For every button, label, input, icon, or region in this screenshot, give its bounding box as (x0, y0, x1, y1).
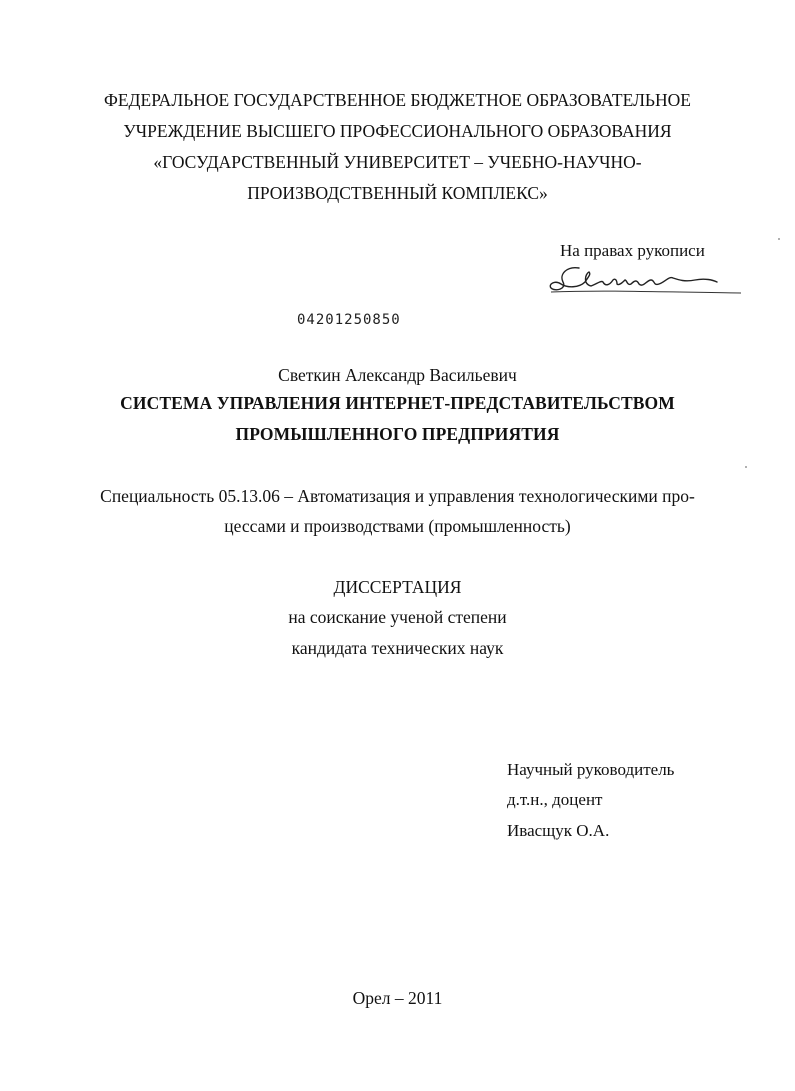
supervisor-degree: д.т.н., доцент (507, 790, 603, 809)
document-type: ДИССЕРТАЦИЯ (333, 577, 462, 597)
signature-icon (545, 262, 745, 302)
institution-line-3: «ГОСУДАРСТВЕННЫЙ УНИВЕРСИТЕТ – УЧЕБНО-НАУЧНО- (153, 152, 642, 172)
specialty-line-1: Специальность 05.13.06 – Автоматизация и управления технологическими про- (100, 486, 695, 506)
supervisor-name: Ивасщук О.А. (507, 821, 610, 840)
institution-line-2: УЧРЕЖДЕНИЕ ВЫСШЕГО ПРОФЕССИОНАЛЬНОГО ОБРАЗОВАНИЯ (123, 121, 672, 141)
specialty-line-2: цессами и производствами (промышленность) (224, 516, 571, 536)
title-line-2: ПРОМЫШЛЕННОГО ПРЕДПРИЯТИЯ (235, 424, 560, 444)
institution-line-1: ФЕДЕРАЛЬНОЕ ГОСУДАРСТВЕННОЕ БЮДЖЕТНОЕ ОБРАЗОВАТЕЛЬНОЕ (104, 90, 691, 110)
registration-number: 04201250850 (297, 312, 401, 328)
institution-line-4: ПРОИЗВОДСТВЕННЫЙ КОМПЛЕКС» (247, 183, 548, 203)
degree-purpose-line-1: на соискание ученой степени (288, 607, 507, 627)
city-year: Орел – 2011 (352, 988, 443, 1008)
scan-speck (745, 466, 747, 468)
supervisor-role: Научный руководитель (507, 760, 675, 779)
scan-speck (778, 238, 780, 240)
manuscript-rights-label: На правах рукописи (560, 241, 705, 260)
author-name: Светкин Александр Васильевич (278, 365, 517, 385)
title-line-1: СИСТЕМА УПРАВЛЕНИЯ ИНТЕРНЕТ-ПРЕДСТАВИТЕЛЬСТВОМ (120, 393, 675, 413)
degree-purpose-line-2: кандидата технических наук (291, 638, 504, 658)
